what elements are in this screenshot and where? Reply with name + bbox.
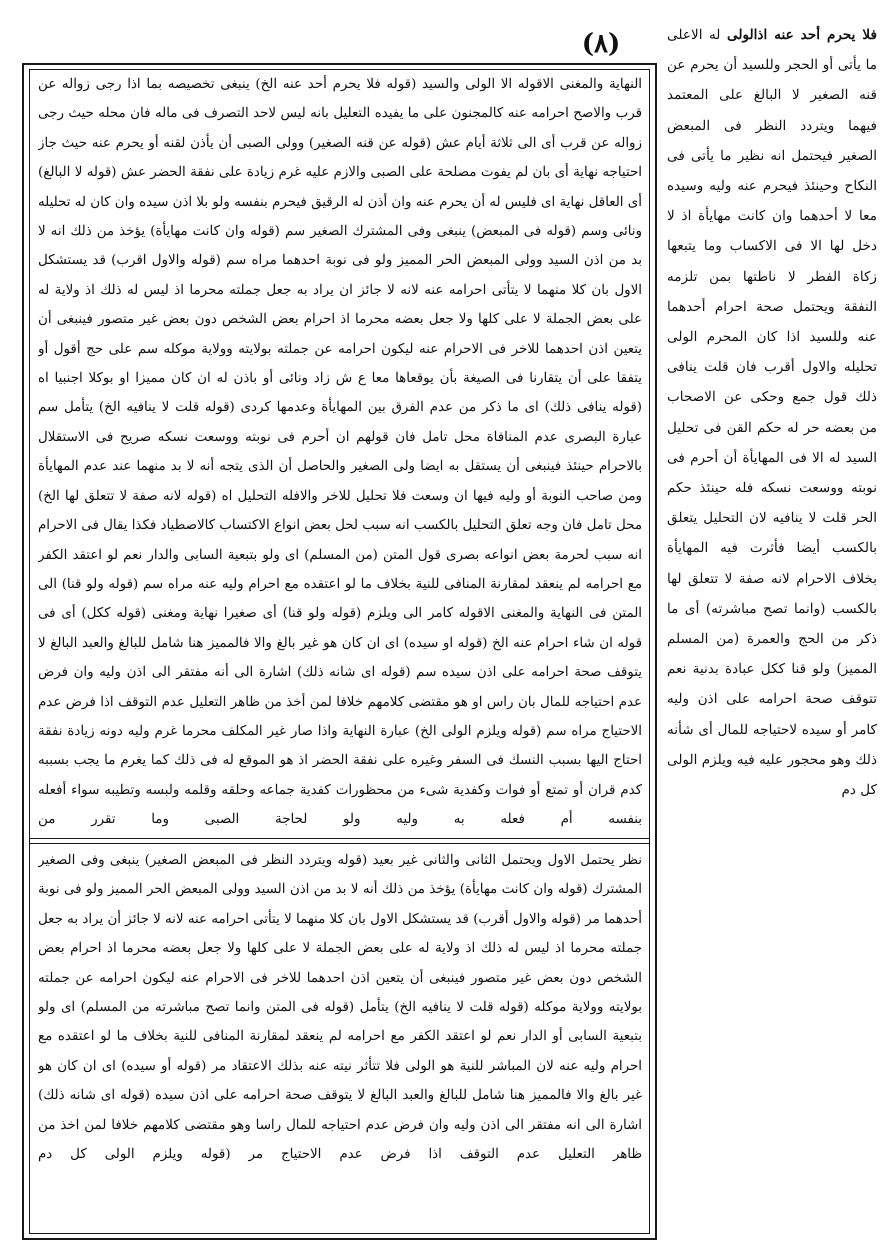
commentary-top-block (38, 70, 642, 836)
margin-body-text: له الاعلى ما يأتى أو الحجر وللسيد أن يحرم عن قنه الصغير لا البالغ على المعتمد فيهما ويتردد النظر فى المبعض الصغير فيحتمل انه نظير ما يأتى فى النكاح وحينئذ فيحرم عنه وليه وسيده معا لا أحدهما وان كانت مهايأة اذ لا دخل لها الا فى الاكساب وما يتبعها زكاة الفطر لا ناطتها بمن تلزمه النفقة ويحتمل صحة احرام أحدهما عنه وللسيد اذا كان المحرم الولى تحليله والاول أقرب فان قلت ينافى ذلك قول جمع وحكى عن الاصحاب من بعضه حر له حكم القن فى تحليل السيد له الا فى المهايأة أن أحرم فى نوبته ووسعت نسكه فله حينئذ حكم الحر قلت لا ينافيه لان التحليل يتعلق بالكسب أيضا فأثرت فيه المهايأة بخلاف الاحرام لانه صفة لا تتعلق لها بالكسب (وانما تصح مباشرته) أى ما ذكر من الحج والعمرة (من المسلم المميز) ولو قنا ككل عبادة بدنية نعم تتوقف صحة احرامه على اذن وليه كامر أو سيده لاحتياجه للمال أى شأنه ذلك وهو محجور عليه فيه ويلزم الولى كل دم (667, 27, 877, 799)
commentary-top-text: النهاية والمغنى الاقوله الا الولى والسيد (قوله فلا يحرم أحد عنه الخ) ينبغى تخصيصه بما اذا رجى زواله عن قرب والاصح احرامه عنه كالمجنون على ما يفيده التعليل بانه ليس لاحد التصرف فى ماله فان محله حيث رجى زواله عن قرب أى الى ثلاثة أيام عش (قوله عن قنه الصغير) وولى الصبى أن يأذن لقنه أو يحرم عنه حيث جاز احتياجه نهاية أى بان لم يفوت مصلحة على الصبى والازم عليه غرم زيادة على نفقة الحضر عش (قوله لا البالغ) أى العاقل نهاية اى فليس له أن يحرم عنه وان أذن له الرقيق فيحرم بنفسه ولو بلا اذن سيده وان كان له تحليله ونائى وسم (قوله فى المبعض) ينبغى وفى المشترك الصغير سم (قوله وان كانت مهايأة) يؤخذ من ذلك انه لا بد من اذن السيد وولى المبعض الحر المميز ولو فى نوبة احدهما مراه سم (قوله والاول اقرب) قد يستشكل الاول بان كلا منهما لا يتأتى احرامه عنه لانه لا جائز ان يراد به جعل جملته محرما اذ ليس له ذلك اذ ولاية له على بعض الجملة لا على كلها ولا جعل بعضه محرما اذ احرام بعض الشخص دون بعض غير متصور فينبغى أن يتعين اذن احدهما للاخر فى الاحرام عنه ليكون احرامه عن جملته بولايته وولاية موكله سم على حج أقول أو يتفقا على أن يتقارنا فى الصيغة بأن يوقعاها معا ع ش زاد ونائى أو باذن له ان كان مميزا او بوكلا اجنبيا اه (قوله ينافى ذلك) اى ما ذكر من عدم الفرق بين المهايأة وعدمها كردى (قوله قلت لا ينافيه الخ) يتأمل سم عبارة البصرى عدم المنافاة محل تامل فان قولهم ان أحرم فى نوبته ووسعت نسكه صريح فى الاستقلال بالاحرام حينئذ فينبغى أن يستقل به ايضا ولى الصغير والحاصل أن الذى يتجه أنه لا بد منهما عند عدم المهايأة ومن صاحب النوبة أو وليه فيها ان وسعت فلا تحليل للاخر والافله التحليل اه (قوله لانه صفة لا تتعلق لها الخ) محل تامل فان وجه تعلق التحليل بالكسب انه سبب لحل بعض انواع الاكتساب كالاصطياد فكذا يقال فى الاحرام انه سبب لحرمة بعض انواعه بصرى قول المتن (من المسلم) اى ولو بتبعية السابى والدار نعم لو اعتقد الكفر مع احرامه لم ينعقد لمقارنة المنافى للنية بخلاف ما لو اعتقده مع احرام وليه عنه مراه سم (قوله ولو قنا) الى المتن فى النهاية والمغنى الاقوله كامر الى ويلزم (قوله ولو قنا) أى صغيرا نهاية ومغنى (قوله ككل) أى فى قوله ان شاء احرام عنه الخ (قوله او سيده) اى ان كان هو غير بالغ والا فالمميز هنا شامل للبالغ والعبد البالغ لا يتوقف صحة احرامه على اذن سيده سم (قوله اى شانه ذلك) اشارة الى أنه مفتقر الى اذن وليه وان فرض عدم احتياجه للمال بان راس او هو مقتضى كلامهم خلافا لمن أخذ من ظاهر التعليل عدم التوقف اذا فرض عدم الاحتياج مراه سم (قوله ويلزم الولى الخ) عبارة النهاية واذا صار غير المكلف محرما غرم وليه دونه زيادة نفقة احتاج اليها بسبب النسك فى السفر وغيره على نفقة الحضر اذ هو الموقع له فى ذلك كما يغرم ما يجب بسببه كدم قران أو تمتع أو فوات وكفدية شىء من محظورات كفدية جماعه وحلقه وقلمه ولبسه وتطيبه سواء أفعله بنفسه أم فعله به وليه ولو لحاجة الصبى وما تقرر من (38, 77, 642, 828)
page-number: (٨) (581, 29, 621, 59)
margin-main-text (667, 20, 877, 1250)
section-divider (29, 838, 650, 844)
commentary-bottom-text: نظر يحتمل الاول ويحتمل الثانى والثانى غير بعيد (قوله ويتردد النظر فى المبعض الصغير) ينبغى وفى الصغير المشترك (قوله وان كانت مهايأة) يؤخذ من ذلك أنه لا بد من اذن السيد وولى المبعض الحر المميز ولو فى نوبة أحدهما مر (قوله والاول أقرب) قد يستشكل الاول بان كلا منهما لا يتأتى احرامه عنه لانه لا جائز أن يراد به جعل جملته محرما اذ ليس له ذلك اذ ولاية له على بعض الجملة لا على كلها ولا جعل بعضه محرما اذ احرام بعض الشخص دون بعض غير متصور فينبغى أن يتعين اذن احدهما للاخر فى الاحرام عنه ليكون احرامه عن جملته بولايته وولاية موكله (قوله قلت لا ينافيه الخ) يتأمل (قوله فى المتن وانما تصح مباشرته من المسلم) اى ولو بتبعية السابى أو الدار نعم لو اعتقد الكفر مع احرامه لم ينعقد لمقارنة المنافى للنية بخلاف ما لو اعتقده مع احرام وليه عنه لان المباشر للنية هو الولى فلا تتأثر نيته عنه بذلك الاعتقاد مر (قوله أو سيده) اى ان كان هو غير بالغ والا فالمميز هنا شامل للبالغ والعبد البالغ لا يتوقف صحة احرامه على اذن سيده (قوله اى شانه ذلك) اشارة الى انه مفتقر الى اذن وليه وان فرض عدم احتياجه للمال راسا وهو مقتضى كلامهم خلافا لمن اخذ من ظاهر التعليل عدم التوقف اذا فرض عدم الاحتياج مر (قوله ويلزم الولى كل دم (38, 853, 642, 1163)
commentary-bottom-block (38, 846, 642, 1231)
margin-lead-phrase: فلا يحرم أحد عنه اذالولى (727, 27, 877, 43)
